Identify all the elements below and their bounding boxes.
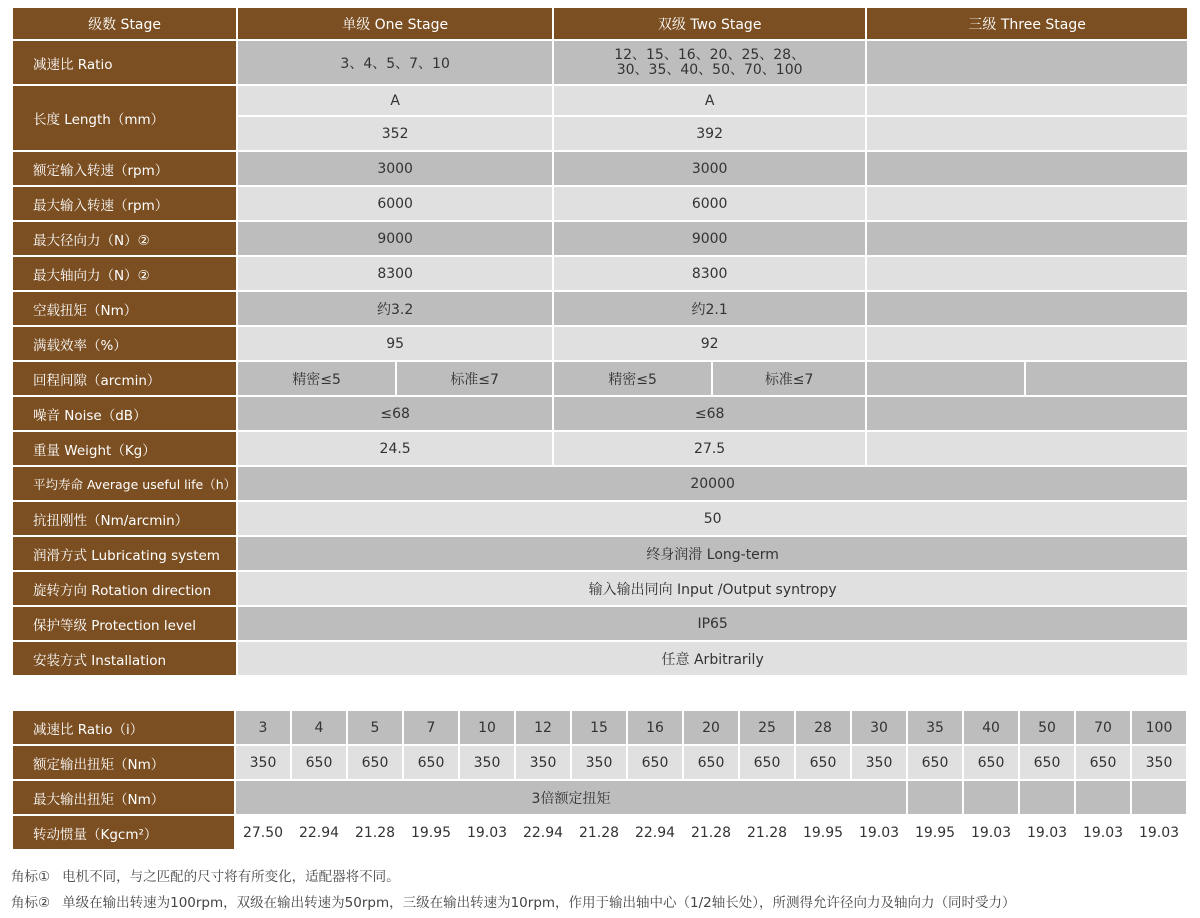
inertia-cell: 22.94 — [628, 816, 682, 849]
ratio-cell: 5 — [348, 711, 402, 744]
max-axial-force-two: 8300 — [554, 257, 865, 290]
max-torque-empty-cell — [1132, 781, 1186, 814]
no-load-torque-three — [867, 292, 1187, 325]
ratio-one-stage: 3、4、5、7、10 — [238, 41, 552, 84]
inertia-cell: 19.95 — [404, 816, 458, 849]
max-axial-force-three — [867, 257, 1187, 290]
ratio-cell: 25 — [740, 711, 794, 744]
inertia-cell: 21.28 — [684, 816, 738, 849]
max-torque-value: 3倍额定扭矩 — [236, 781, 906, 814]
length-three-stage — [867, 117, 1187, 150]
inertia-cell: 19.95 — [908, 816, 962, 849]
ratio-cell: 30 — [852, 711, 906, 744]
inertia-cell: 19.03 — [852, 816, 906, 849]
backlash-one-precise: 精密≤5 — [238, 362, 395, 395]
rated-torque-cell: 650 — [1076, 746, 1130, 779]
rated-torque-cell: 350 — [236, 746, 290, 779]
backlash-one-standard: 标准≤7 — [397, 362, 552, 395]
protection-value: IP65 — [238, 607, 1187, 640]
max-input-speed-row — [13, 187, 1187, 220]
max-radial-force-one: 9000 — [238, 222, 552, 255]
efficiency-row — [13, 327, 1187, 360]
max-torque-empty-cell — [964, 781, 1018, 814]
max-input-speed-three — [867, 187, 1187, 220]
footnote-1 — [11, 864, 1016, 890]
max-torque-row — [13, 781, 1186, 814]
ratio-cell: 40 — [964, 711, 1018, 744]
inertia-row — [13, 816, 1186, 849]
lubrication-label: 润滑方式 Lubricating system — [13, 537, 236, 570]
backlash-three-precise — [867, 362, 1024, 395]
ratio-cell: 12 — [516, 711, 570, 744]
rotation-label: 旋转方向 Rotation direction — [13, 572, 236, 605]
rated-torque-cell: 650 — [964, 746, 1018, 779]
rated-torque-cell: 350 — [516, 746, 570, 779]
rated-torque-cell: 650 — [740, 746, 794, 779]
weight-two: 27.5 — [554, 432, 865, 465]
stiffness-value: 50 — [238, 502, 1187, 535]
no-load-torque-two: 约2.1 — [554, 292, 865, 325]
installation-row — [13, 642, 1187, 675]
max-axial-force-row — [13, 257, 1187, 290]
stiffness-row — [13, 502, 1187, 535]
length-one-stage: 352 — [238, 117, 552, 150]
inertia-cell: 21.28 — [348, 816, 402, 849]
rated-torque-label: 额定输出扭矩（Nm） — [13, 746, 234, 779]
backlash-label: 回程间隙（arcmin） — [13, 362, 236, 395]
length-two-stage: 392 — [554, 117, 865, 150]
one-stage-header: 单级 One Stage — [238, 8, 552, 39]
ratio-cell: 70 — [1076, 711, 1130, 744]
efficiency-label: 满载效率（%） — [13, 327, 236, 360]
ratio-cell: 3 — [236, 711, 290, 744]
noise-label: 噪音 Noise（dB） — [13, 397, 236, 430]
max-radial-force-three — [867, 222, 1187, 255]
ratio-cell: 28 — [796, 711, 850, 744]
noise-row — [13, 397, 1187, 430]
rated-torque-cell: 650 — [348, 746, 402, 779]
rated-input-speed-label: 额定输入转速（rpm） — [13, 152, 236, 185]
inertia-cell: 19.03 — [1076, 816, 1130, 849]
life-value: 20000 — [238, 467, 1187, 500]
rated-torque-cell: 650 — [628, 746, 682, 779]
stage-header: 级数 Stage — [13, 8, 236, 39]
footnote-1-text: 电机不同，与之匹配的尺寸将有所变化，适配器将不同。 — [62, 869, 400, 885]
ratio-cell: 100 — [1132, 711, 1186, 744]
rated-torque-row — [13, 746, 1186, 779]
no-load-torque-row — [13, 292, 1187, 325]
rated-torque-cell: 350 — [1132, 746, 1186, 779]
rotation-row — [13, 572, 1187, 605]
inertia-cell: 19.03 — [1132, 816, 1186, 849]
three-stage-header: 三级 Three Stage — [867, 8, 1187, 39]
backlash-two-precise: 精密≤5 — [554, 362, 711, 395]
rated-input-speed-three — [867, 152, 1187, 185]
max-input-speed-label: 最大输入转速（rpm） — [13, 187, 236, 220]
inertia-cell: 27.50 — [236, 816, 290, 849]
inertia-cell: 19.95 — [796, 816, 850, 849]
lubrication-row — [13, 537, 1187, 570]
rated-torque-cell: 650 — [404, 746, 458, 779]
rated-torque-cell: 650 — [684, 746, 738, 779]
torque-ratio-label: 减速比 Ratio（i） — [13, 711, 234, 744]
rotation-value: 输入输出同向 Input /Output syntropy — [238, 572, 1187, 605]
torque-table — [11, 709, 1188, 851]
ratio-three-stage — [867, 41, 1187, 84]
ratio-two-line-2: 30、35、40、50、70、100 — [616, 61, 803, 78]
inertia-cell: 21.28 — [740, 816, 794, 849]
ratio-two-stage — [554, 41, 865, 84]
noise-one: ≤68 — [238, 397, 552, 430]
max-input-speed-two: 6000 — [554, 187, 865, 220]
rated-torque-cell: 350 — [852, 746, 906, 779]
inertia-cell: 19.03 — [460, 816, 514, 849]
max-input-speed-one: 6000 — [238, 187, 552, 220]
ratio-cell: 4 — [292, 711, 346, 744]
efficiency-three — [867, 327, 1187, 360]
max-radial-force-two: 9000 — [554, 222, 865, 255]
inertia-cell: 22.94 — [292, 816, 346, 849]
ratio-cell: 50 — [1020, 711, 1074, 744]
weight-row — [13, 432, 1187, 465]
ratio-cell: 35 — [908, 711, 962, 744]
no-load-torque-one: 约3.2 — [238, 292, 552, 325]
ratio-cell: 20 — [684, 711, 738, 744]
backlash-two-standard: 标准≤7 — [713, 362, 865, 395]
stiffness-label: 抗扭刚性（Nm/arcmin） — [13, 502, 236, 535]
no-load-torque-label: 空载扭矩（Nm） — [13, 292, 236, 325]
inertia-cell: 19.03 — [1020, 816, 1074, 849]
inertia-cell: 21.28 — [572, 816, 626, 849]
protection-row — [13, 607, 1187, 640]
rated-torque-cell: 350 — [572, 746, 626, 779]
ratio-cell: 16 — [628, 711, 682, 744]
rated-torque-cell: 650 — [1020, 746, 1074, 779]
max-torque-empty-cell — [1020, 781, 1074, 814]
ratio-cell: 15 — [572, 711, 626, 744]
length-two-a: A — [554, 86, 865, 115]
backlash-row — [13, 362, 1187, 395]
max-torque-empty-cell — [908, 781, 962, 814]
inertia-label: 转动惯量（Kgcm²） — [13, 816, 234, 849]
ratio-cell: 10 — [460, 711, 514, 744]
rated-torque-cell: 650 — [908, 746, 962, 779]
max-torque-empty-cell — [1076, 781, 1130, 814]
life-row — [13, 467, 1187, 500]
length-a-row — [13, 86, 1187, 115]
rated-input-speed-one: 3000 — [238, 152, 552, 185]
spec-table — [11, 6, 1189, 677]
rated-input-speed-two: 3000 — [554, 152, 865, 185]
noise-three — [867, 397, 1187, 430]
rated-torque-cell: 650 — [292, 746, 346, 779]
rated-torque-cell: 650 — [796, 746, 850, 779]
ratio-row — [13, 41, 1187, 84]
length-one-a: A — [238, 86, 552, 115]
ratio-cell: 7 — [404, 711, 458, 744]
protection-label: 保护等级 Protection level — [13, 607, 236, 640]
max-axial-force-one: 8300 — [238, 257, 552, 290]
two-stage-header: 双级 Two Stage — [554, 8, 865, 39]
footnotes — [11, 864, 1016, 916]
length-label: 长度 Length（mm） — [13, 86, 236, 150]
efficiency-two: 92 — [554, 327, 865, 360]
torque-ratio-row — [13, 711, 1186, 744]
rated-input-speed-row — [13, 152, 1187, 185]
max-radial-force-label: 最大径向力（N）② — [13, 222, 236, 255]
max-axial-force-label: 最大轴向力（N）② — [13, 257, 236, 290]
installation-value: 任意 Arbitrarily — [238, 642, 1187, 675]
footnote-1-mark: 角标① — [11, 869, 51, 885]
rated-torque-cell: 350 — [460, 746, 514, 779]
ratio-two-line-1: 12、15、16、20、25、28、 — [614, 46, 806, 63]
footnote-2-text: 单级在输出转速为100rpm，双级在输出转速为50rpm，三级在输出转速为10rpm，作用于输出轴中心（1/2轴长处），所测得允许径向力及轴向力（同时受力） — [62, 895, 1016, 911]
footnote-2-mark: 角标② — [11, 895, 51, 911]
lubrication-value: 终身润滑 Long-term — [238, 537, 1187, 570]
weight-label: 重量 Weight（Kg） — [13, 432, 236, 465]
length-three-a — [867, 86, 1187, 115]
life-label: 平均寿命 Average useful life（h） — [13, 467, 236, 500]
header-row — [13, 8, 1187, 39]
max-radial-force-row — [13, 222, 1187, 255]
efficiency-one: 95 — [238, 327, 552, 360]
max-torque-label: 最大输出扭矩（Nm） — [13, 781, 234, 814]
ratio-label: 减速比 Ratio — [13, 41, 236, 84]
inertia-cell: 22.94 — [516, 816, 570, 849]
installation-label: 安装方式 Installation — [13, 642, 236, 675]
weight-one: 24.5 — [238, 432, 552, 465]
backlash-three-standard — [1026, 362, 1187, 395]
inertia-cell: 19.03 — [964, 816, 1018, 849]
footnote-2 — [11, 890, 1016, 916]
noise-two: ≤68 — [554, 397, 865, 430]
weight-three — [867, 432, 1187, 465]
